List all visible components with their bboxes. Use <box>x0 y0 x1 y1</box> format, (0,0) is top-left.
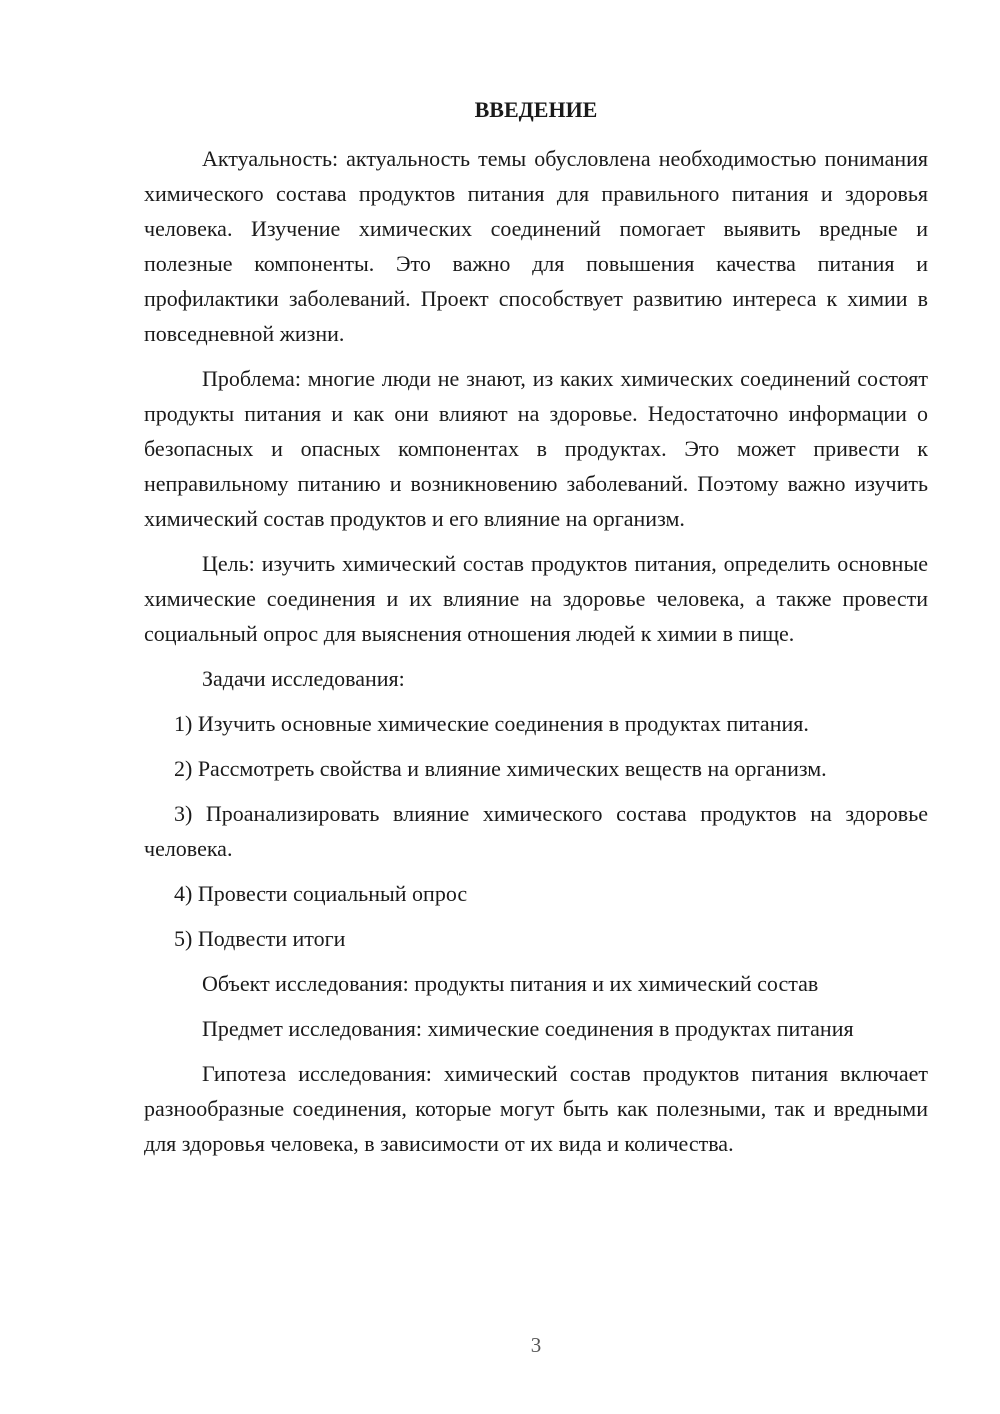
page-title: ВВЕДЕНИЕ <box>474 97 598 122</box>
paragraph-relevance: Актуальность: актуальность темы обусловлена необходимостью понимания химического состава продуктов питания для правильного питания и здоровья человека. Изучение химических соединений помогает выявить вредные и полезные компоненты. Это важно для повышения качества питания и профилактики заболеваний. Проект способствует развитию интереса к химии в повседневной жизни. <box>144 146 928 346</box>
task-item-2: 2) Рассмотреть свойства и влияние химических веществ на организм. <box>174 756 827 781</box>
document-page <box>144 94 928 1171</box>
paragraph-hypothesis: Гипотеза исследования: химический состав продуктов питания включает разнообразные соединения, которые могут быть как полезными, так и вредными для здоровья человека, в зависимости от их вида и количества. <box>144 1061 928 1156</box>
task-item-3: 3) Проанализировать влияние химического состава продуктов на здоровье человека. <box>144 801 928 861</box>
task-item-4: 4) Провести социальный опрос <box>174 881 468 906</box>
paragraph-subject: Предмет исследования: химические соединения в продуктах питания <box>202 1016 854 1041</box>
paragraph-problem: Проблема: многие люди не знают, из каких химических соединений состоят продукты питания и как они влияют на здоровье. Недостаточно информации о безопасных и опасных компонентах в продуктах. Это может привести к неправильному питанию и возникновению заболеваний. Поэтому важно изучить химический состав продуктов и его влияние на организм. <box>144 366 928 531</box>
task-item-1: 1) Изучить основные химические соединения в продуктах питания. <box>174 711 809 736</box>
page-number: 3 <box>530 1333 542 1357</box>
task-item-5: 5) Подвести итоги <box>174 926 346 951</box>
paragraph-goal: Цель: изучить химический состав продуктов питания, определить основные химические соединения и их влияние на здоровье человека, а также провести социальный опрос для выяснения отношения людей к химии в пище. <box>144 551 928 646</box>
tasks-heading: Задачи исследования: <box>202 666 405 691</box>
paragraph-object: Объект исследования: продукты питания и их химический состав <box>202 971 819 996</box>
